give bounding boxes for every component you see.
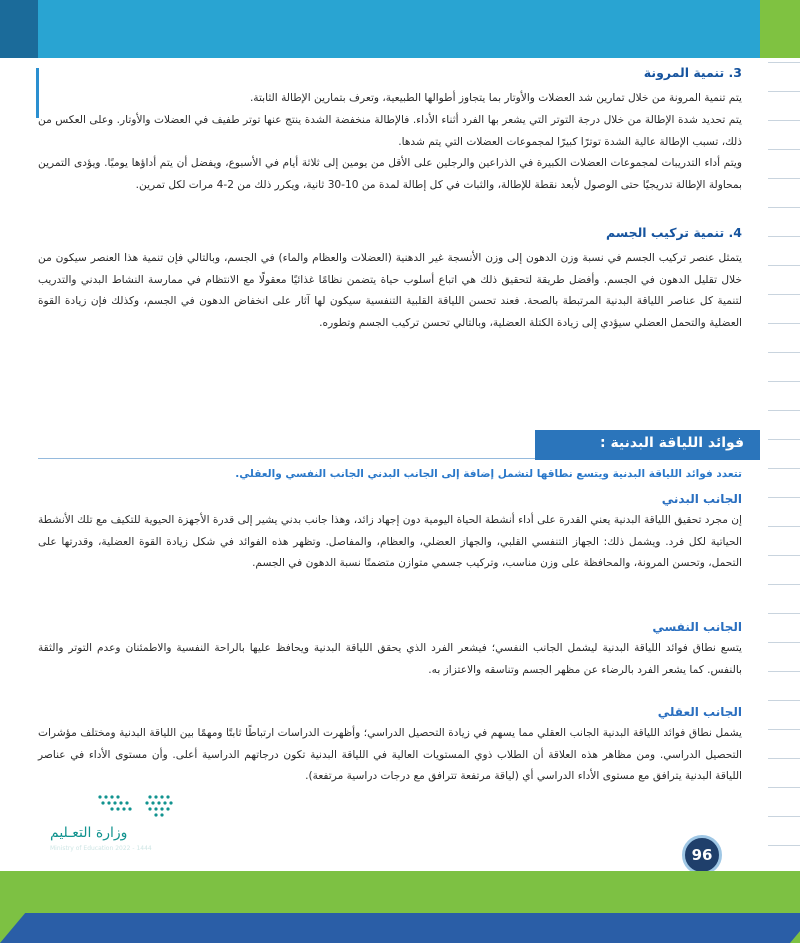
paragraph-physical: إن مجرد تحقيق اللياقة البدنية يعني القدرة على أداء أنشطة الحياة اليومية دون إجهاد زائد، وهذا جانب بدني يشير إلى قدرة الأجهزة الحيوية للتكيف مع تلك الأنشطة الحياتية لكل فرد. ويشمل ذلك: الجهاز التنفسي القلبي، والجهاز العضلي، والعظام، والمفاصل. وتظهر هذه الفوائد في شكل زيادة القوة العضلية، وقدرتها على التحمل، وتحسن المرونة، والمحافظة على وزن مناسب، وتركيب جسمي متوازن متضمنًا نسبة الدهون في الجسم.	[38, 514, 742, 569]
ruler-line	[768, 845, 800, 846]
paragraph-body-composition: يتمثل عنصر تركيب الجسم في نسبة وزن الدهون إلى وزن الأنسجة غير الدهنية (العضلات والعظام والماء) في الجسم، وبالتالي فإن تنمية هذا العنصر سيكون من خلال تقليل الدهون في الجسم. وأفضل طريقة لتحقيق ذلك هي اتباع أسلوب حياة يتضمن نظامًا غذائيًا معقولًا مع الانتظام في ممارسة النشاط البدني والتدريب لتنمية كل عناصر اللياقة البدنية المرتبطة بالصحة. فعند تحسن اللياقة القلبية التنفسية سيكون لها آثار على انخفاض الدهون في الجسم، وكذلك فإن زيادة القوة العضلية والتحمل العضلي سيؤدي إلى زيادة الكتلة العضلية، وبالتالي تحسن تركيب الجسم وتطوره.	[38, 252, 742, 329]
ruler-line	[768, 381, 800, 382]
ruler-line	[768, 526, 800, 527]
heading-mental: الجانب العقلي	[657, 705, 742, 719]
top-band-dark-strip	[0, 0, 38, 58]
top-band-green-strip	[760, 0, 800, 58]
ruler-line	[768, 207, 800, 208]
heading-body-composition: 4. تنمية تركيب الجسم	[606, 225, 742, 240]
bottom-color-band	[0, 871, 800, 943]
ruler-line	[768, 816, 800, 817]
benefits-banner-title: فوائد اللياقة البدنية :	[599, 435, 744, 451]
ruler-line	[768, 468, 800, 469]
ruler-line	[768, 439, 800, 440]
ruler-line	[768, 178, 800, 179]
page-number-badge	[682, 835, 722, 875]
ruler-line	[768, 91, 800, 92]
ruler-line	[768, 787, 800, 788]
ruler-line	[768, 149, 800, 150]
ruler-line	[768, 497, 800, 498]
bottom-band-blue	[0, 913, 800, 943]
paragraph-psychological: يتسع نطاق فوائد اللياقة البدنية ليشمل الجانب النفسي؛ فيشعر الفرد الذي يحقق اللياقة البدنية ويحافظ عليها بالراحة النفسية والاطمئنان وعدم التوتر والثقة بالنفس. كما يشعر الفرد بالرضاء عن مظهر الجسم وتناسقه والاعتزاز به.	[38, 642, 742, 676]
ruler-line	[768, 120, 800, 121]
banner-underline	[38, 458, 760, 459]
heading-physical: الجانب البدني	[661, 492, 742, 506]
benefits-banner	[535, 430, 760, 460]
ruler-line	[768, 642, 800, 643]
ruler-line	[768, 613, 800, 614]
page-ruler	[760, 58, 800, 878]
paragraph-flexibility-3: ويتم أداء التدريبات لمجموعات العضلات الكبيرة في الذراعين والرجلين على الأقل من يومين إلى ثلاثة أيام في الأسبوع، ويفضل أن يتم أداؤها يوميًا. ويؤدى التمرين بمحاولة الإطالة تدريجيًا حتى الوصول لأبعد نقطة للإطالة، والثبات في كل إطالة لمدة من 10-30 ثانية، ويكرر ذلك من 2-4 مرات لكل تمرين.	[38, 157, 742, 191]
page-number: 96	[691, 846, 713, 864]
ministry-logo	[50, 791, 200, 861]
ruler-line	[768, 62, 800, 63]
ruler-line	[768, 323, 800, 324]
ruler-line	[768, 700, 800, 701]
ruler-line	[768, 671, 800, 672]
ruler-line	[768, 352, 800, 353]
ruler-line	[768, 294, 800, 295]
paragraph-flexibility-1: يتم تنمية المرونة من خلال تمارين شد العضلات والأوتار بما يتجاوز أطوالها الطبيعية، وتعرف بتمارين الإطالة الثابتة.	[249, 92, 742, 104]
ministry-name: وزارة التعـليم	[50, 825, 128, 841]
ruler-line	[768, 729, 800, 730]
top-color-band	[0, 0, 800, 58]
ministry-subtitle: Ministry of Education 2022 - 1444	[50, 845, 152, 852]
heading-flexibility: 3. تنمية المرونة	[643, 65, 742, 80]
paragraph-flexibility-2: يتم تحديد شدة الإطالة من خلال درجة التوتر التي يشعر بها الفرد أثناء الأداء. فالإطالة منخفضة الشدة ينتج عنها توتر طفيف في العضلات والأوتار. وعلى العكس من ذلك، تسبب الإطالة عالية الشدة توترًا كبيرًا لمجموعات العضلات التي يتم شدها.	[38, 114, 742, 148]
benefits-intro: تتعدد فوائد اللياقة البدنية ويتسع نطاقها لتشمل إضافة إلى الجانب البدني الجانب النفسي والعقلي.	[235, 468, 742, 480]
paragraph-mental: يشمل نطاق فوائد اللياقة البدنية الجانب العقلي مما يسهم في زيادة التحصيل الدراسي؛ وأظهرت الدراسات ارتباطًا ثابتًا ومهمًا بين اللياقة البدنية ومختلف مؤشرات التحصيل الدراسي. ومن مظاهر هذه العلاقة أن الطلاب ذوي المستويات العالية في اللياقة البدنية تكون درجاتهم الدراسية أعلى. وأن مستوى الأداء في عناصر اللياقة البدنية يترافق مع مستوى الأداء الدراسي أي (لياقة مرتفعة تترافق مع درجات دراسية مرتفعة).	[38, 727, 742, 782]
ruler-line	[768, 236, 800, 237]
heading-psychological: الجانب النفسي	[652, 620, 742, 634]
ruler-line	[768, 555, 800, 556]
ruler-line	[768, 265, 800, 266]
ministry-dots-logo-icon	[90, 791, 190, 821]
ruler-line	[768, 584, 800, 585]
ruler-line	[768, 758, 800, 759]
ruler-line	[768, 410, 800, 411]
